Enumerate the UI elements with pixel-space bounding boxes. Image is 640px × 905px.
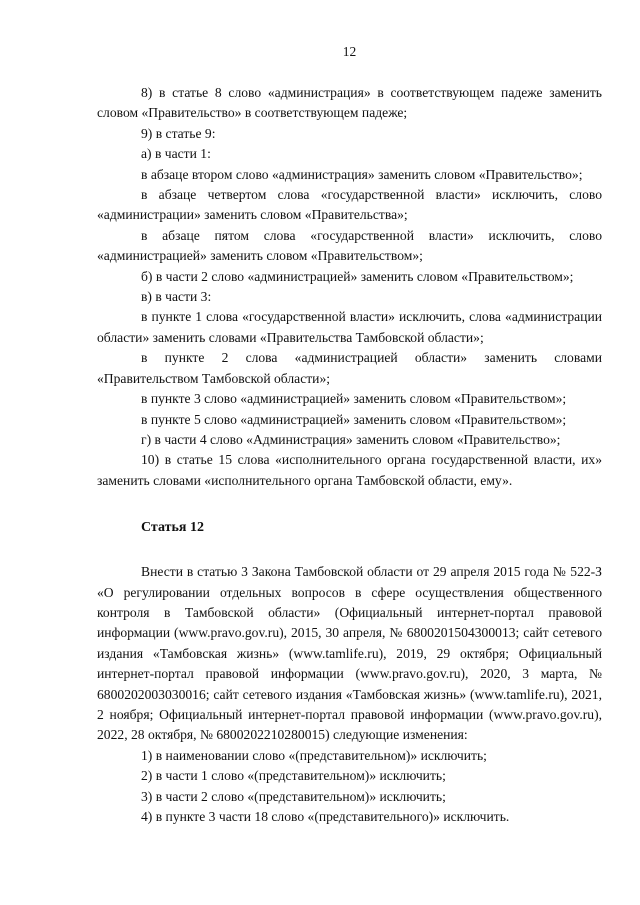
paragraph: 3) в части 2 слово «(представительном)» исключить; — [141, 788, 446, 804]
paragraph: в абзаце пятом слова «государственной власти» исключить, слово «администрацией» заменить словом «Правительством»; — [97, 227, 602, 264]
paragraph: а) в части 1: — [141, 146, 211, 162]
article-body — [97, 562, 602, 827]
paragraph: в абзаце втором слово «администрация» заменить словом «Правительство»; — [141, 166, 583, 182]
paragraph: 2) в части 1 слово «(представительном)» исключить; — [141, 768, 446, 784]
paragraph: б) в части 2 слово «администрацией» заменить словом «Правительством»; — [141, 268, 574, 284]
paragraph: 8) в статье 8 слово «администрация» в соответствующем падеже заменить словом «Правительство» в соответствующем падеже; — [97, 85, 602, 121]
paragraph: г) в части 4 слово «Администрация» заменить словом «Правительство»; — [141, 431, 561, 447]
amendments-list — [97, 83, 602, 491]
article-heading: Статья 12 — [141, 520, 204, 536]
paragraph: Внести в статью 3 Закона Тамбовской области от 29 апреля 2015 года № 522-З «О регулировании отдельных вопросов в сфере осуществления общественного контроля в Тамбовской области» (Официальный интернет-портал правовой информации (www.pravo.gov.ru), 2015, 30 апреля, № 6800201504300013; сайт сетевого издания «Тамбовская жизнь» (www.tamlife.ru), 2019, 29 октября; Официальный интернет-портал правовой информации (www.pravo.gov.ru), 2020, 3 марта, № 6800202003030016; сайт сетевого издания «Тамбовская жизнь» (www.tamlife.ru), 2021, 2 ноября; Официальный интернет-портал правовой информации (www.pravo.gov.ru), 2022, 28 октября, № 6800202210280015) следующие изменения: — [97, 564, 602, 743]
paragraph: в пункте 3 слово «администрацией» заменить словом «Правительством»; — [141, 391, 567, 407]
paragraph: в пункте 5 слово «администрацией» заменить словом «Правительством»; — [141, 411, 567, 427]
paragraph: 4) в пункте 3 части 18 слово «(представительного)» исключить. — [141, 809, 510, 824]
paragraph: 10) в статье 15 слова «исполнительного органа государственной власти, их» заменить словами «исполнительного органа Тамбовской области, ему». — [97, 452, 602, 488]
page-number: 12 — [342, 44, 357, 59]
paragraph: 9) в статье 9: — [141, 125, 216, 141]
paragraph: 1) в наименовании слово «(представительном)» исключить; — [141, 747, 487, 763]
paragraph: в) в части 3: — [141, 289, 212, 305]
paragraph: в пункте 1 слова «государственной власти» исключить, слова «администрации области» заменить словами «Правительства Тамбовской области»; — [97, 309, 602, 345]
paragraph: в пункте 2 слова «администрацией области» заменить словами «Правительством Тамбовской области»; — [97, 350, 602, 386]
paragraph: в абзаце четвертом слова «государственной власти» исключить, слово «администрации» заменить словом «Правительства»; — [97, 187, 602, 223]
